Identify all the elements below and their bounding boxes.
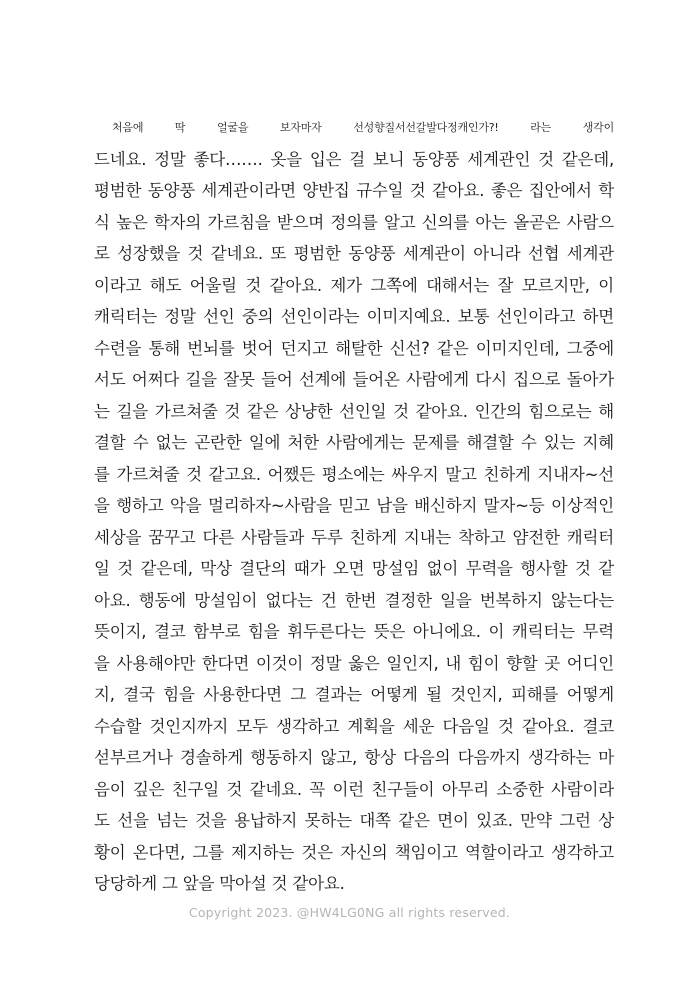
paragraph-line: 처음에 딱 얼굴을 보자마자 선성향질서선갈발다정캐인가?! 라는 생각이 <box>112 121 614 134</box>
paragraph-line: 일 것 같은데, 막상 결단의 때가 오면 망설임 없이 무력을 행사할 것 같 <box>94 559 614 578</box>
paragraph-line: 뜻이지, 결코 함부로 힘을 휘두른다는 뜻은 아니에요. 이 캐릭터는 무력 <box>94 622 614 641</box>
paragraph-line: 캐릭터는 정말 선인 중의 선인이라는 이미지예요. 보통 선인이라고 하면 <box>94 307 614 326</box>
paragraph-line: 도 선을 넘는 것을 용납하지 못하는 대쪽 같은 면이 있죠. 만약 그런 상 <box>94 811 614 830</box>
paragraph-line: 식 높은 학자의 가르침을 받으며 정의를 알고 신의를 아는 올곧은 사람으 <box>94 212 614 232</box>
paragraph-line: 아요. 행동에 망설임이 없다는 건 한번 결정한 일을 번복하지 않는다는 <box>94 590 614 610</box>
paragraph-line: 평범한 동양풍 세계관이라면 양반집 규수일 것 같아요. 좋은 집안에서 학 <box>94 181 614 200</box>
paragraph-line: 이라고 해도 어울릴 것 같아요. 제가 그쪽에 대해서는 잘 모르지만, 이 <box>94 275 614 295</box>
paragraph-line: 결할 수 없는 곤란한 일에 처한 사람에게는 문제를 해결할 수 있는 지혜 <box>94 433 614 452</box>
paragraph-line: 드네요. 정말 좋다……. 옷을 입은 걸 보니 동양풍 세계관인 것 같은데, <box>94 149 614 169</box>
paragraph-line: 당당하게 그 앞을 막아설 것 같아요. <box>94 874 345 893</box>
paragraph-line: 음이 깊은 친구일 것 같네요. 꼭 이런 친구들이 아무리 소중한 사람이라 <box>94 779 614 799</box>
paragraph-line: 황이 온다면, 그를 제지하는 것은 자신의 책임이고 역할이라고 생각하고 <box>94 842 614 862</box>
paragraph-line: 을 행하고 악을 멀리하자~사람을 믿고 남을 배신하지 말자~등 이상적인 <box>94 496 614 515</box>
copyright-footer: Copyright 2023. @HW4LG0NG all rights reserved. <box>188 905 511 920</box>
paragraph-line: 수습할 것인지까지 모두 생각하고 계획을 세운 다음일 것 같아요. 결코 <box>94 716 614 736</box>
paragraph-line: 수련을 통해 번뇌를 벗어 던지고 해탈한 신선? 같은 이미지인데, 그중에 <box>94 338 614 358</box>
body-paragraph <box>94 112 614 900</box>
paragraph-line: 서도 어쩌다 길을 잘못 들어 선계에 들어온 사람에게 다시 집으로 돌아가 <box>94 370 614 389</box>
paragraph-line: 는 길을 가르쳐줄 것 같은 상냥한 선인일 것 같아요. 인간의 힘으로는 해 <box>94 401 614 421</box>
paragraph-line: 을 사용해야만 한다면 이것이 정말 옳은 일인지, 내 힘이 향할 곳 어디인 <box>94 653 614 673</box>
paragraph-line: 섣부르거나 경솔하게 행동하지 않고, 항상 다음의 다음까지 생각하는 마 <box>94 748 614 767</box>
paragraph-line: 로 성장했을 것 같네요. 또 평범한 동양풍 세계관이 아니라 선협 세계관 <box>94 244 614 263</box>
paragraph-line: 세상을 꿈꾸고 다른 사람들과 두루 친하게 지내는 착하고 얌전한 캐릭터 <box>94 527 614 547</box>
paragraph-line: 를 가르쳐줄 것 같고요. 어쨌든 평소에는 싸우지 말고 친하게 지내자~선 <box>94 464 614 484</box>
paragraph-line: 지, 결국 힘을 사용한다면 그 결과는 어떻게 될 것인지, 피해를 어떻게 <box>94 685 614 704</box>
